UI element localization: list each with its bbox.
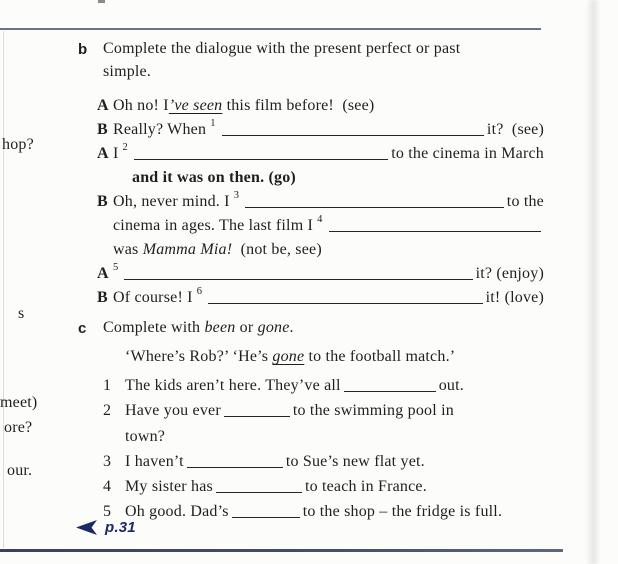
gap-number: 5 bbox=[113, 262, 119, 273]
dialogue-line-b3-cont1 bbox=[78, 213, 544, 237]
dialogue-line-b3-cont2 bbox=[78, 237, 544, 261]
answer-blank bbox=[124, 278, 472, 280]
exercise-b-heading bbox=[78, 38, 544, 61]
dialogue-text: to the bbox=[506, 193, 544, 210]
dialogue-text: this film before! (see) bbox=[222, 97, 375, 114]
dialogue-block bbox=[78, 93, 544, 309]
answer-blank bbox=[245, 206, 504, 208]
item-text: Oh good. Dad’s bbox=[125, 503, 229, 521]
column-divider bbox=[3, 31, 4, 548]
dialogue-line-b3 bbox=[78, 189, 544, 213]
gap-number: 3 bbox=[233, 190, 240, 201]
answer-blank bbox=[222, 134, 484, 136]
back-arrow-icon bbox=[76, 520, 97, 535]
bottom-rule bbox=[0, 549, 563, 552]
item-number: 2 bbox=[103, 402, 112, 420]
item-number: 5 bbox=[103, 503, 112, 521]
item-number: 4 bbox=[103, 478, 112, 496]
dialogue-text: Oh, never mind. I bbox=[113, 193, 230, 210]
dialogue-line-b6 bbox=[78, 285, 544, 309]
exercise-c bbox=[78, 317, 544, 525]
speaker-label: B bbox=[97, 193, 108, 210]
dialogue-text: Of course! I bbox=[113, 289, 193, 306]
speaker-label: A bbox=[97, 265, 109, 282]
dialogue-text: it? (see) bbox=[486, 121, 544, 138]
item-number: 3 bbox=[103, 452, 112, 470]
gap-number: 2 bbox=[122, 142, 128, 153]
page-edge-shadow bbox=[586, 0, 600, 564]
dialogue-text: Oh no! I bbox=[113, 97, 169, 114]
dialogue-text: it? (enjoy) bbox=[475, 265, 544, 282]
item-text: to the swimming pool in bbox=[292, 402, 454, 420]
item-text: to the shop – the fridge is full. bbox=[302, 503, 503, 521]
exercise-b-title-line2: simple. bbox=[103, 63, 152, 80]
dialogue-line-a2-cont: and it was on then. (go) bbox=[132, 169, 296, 186]
top-rule bbox=[0, 28, 541, 30]
exercise-c-title: Complete with been or gone. bbox=[103, 319, 294, 336]
item-text: to teach in France. bbox=[304, 478, 427, 496]
exercise-letter: c bbox=[78, 320, 87, 337]
answer-blank bbox=[344, 390, 436, 392]
list-item bbox=[78, 398, 544, 423]
answer-blank bbox=[232, 516, 300, 518]
page-reference bbox=[76, 519, 136, 536]
answer-blank bbox=[208, 302, 482, 304]
example-sentence: ‘Where’s Rob?’ ‘He’s gone to the football match.’ bbox=[125, 348, 456, 365]
dialogue-line-a1 bbox=[78, 93, 544, 117]
page-ref-label: p.31 bbox=[105, 519, 136, 536]
exercise-b-title-line1: Complete the dialogue with the present perfect or past bbox=[103, 40, 461, 57]
margin-fragment: s bbox=[18, 305, 25, 322]
keyword-been: been bbox=[204, 319, 236, 336]
answer-blank bbox=[329, 230, 541, 232]
example-answer: ’ve seen bbox=[168, 97, 223, 114]
item-number: 1 bbox=[103, 377, 112, 394]
dialogue-line-a5 bbox=[78, 261, 544, 285]
speaker-label: B bbox=[97, 289, 108, 306]
answer-blank bbox=[216, 491, 302, 493]
item-text: The kids aren’t here. They’ve all bbox=[125, 377, 341, 394]
example-answer: gone bbox=[272, 348, 305, 365]
list-item bbox=[78, 499, 544, 524]
dialogue-text: to the cinema in March bbox=[391, 145, 544, 162]
keyword-gone: gone bbox=[257, 319, 290, 336]
item-text: My sister has bbox=[125, 478, 213, 496]
film-title: Mamma Mia! bbox=[142, 241, 233, 258]
answer-blank bbox=[134, 158, 388, 160]
item-text: to Sue’s new flat yet. bbox=[285, 452, 425, 470]
list-item bbox=[78, 449, 544, 474]
exercise-c-items bbox=[78, 373, 544, 525]
item-text: I haven’t bbox=[125, 452, 184, 470]
dialogue-line-b1 bbox=[78, 117, 544, 141]
exercise-c-heading bbox=[78, 317, 544, 340]
exercise-letter: b bbox=[78, 41, 88, 58]
list-item bbox=[78, 373, 544, 398]
gap-number: 1 bbox=[210, 118, 216, 129]
cropped-text-speck bbox=[98, 0, 105, 3]
exercise-column bbox=[78, 38, 544, 525]
dialogue-line-a2 bbox=[78, 141, 544, 165]
item-text: Have you ever bbox=[125, 402, 221, 420]
answer-blank bbox=[224, 415, 290, 417]
list-item bbox=[78, 474, 544, 499]
dialogue-text: I bbox=[113, 145, 119, 162]
gap-number: 6 bbox=[196, 286, 203, 297]
dialogue-text: was bbox=[113, 241, 143, 258]
dialogue-text: cinema in ages. The last film I bbox=[113, 217, 314, 234]
speaker-label: A bbox=[97, 145, 109, 162]
answer-blank bbox=[187, 466, 283, 468]
margin-fragment: meet) bbox=[0, 394, 38, 411]
item-continuation: town? bbox=[125, 427, 166, 445]
gap-number: 4 bbox=[317, 214, 323, 225]
margin-fragment: our. bbox=[7, 462, 33, 479]
margin-fragment: hop? bbox=[2, 136, 34, 153]
speaker-label: B bbox=[97, 121, 108, 138]
speaker-label: A bbox=[97, 97, 109, 114]
margin-fragment: ore? bbox=[4, 419, 33, 436]
dialogue-text: it! (love) bbox=[485, 289, 544, 306]
item-text: out. bbox=[438, 377, 464, 394]
dialogue-text: (not be, see) bbox=[232, 241, 322, 258]
dialogue-text: Really? When bbox=[113, 121, 207, 138]
